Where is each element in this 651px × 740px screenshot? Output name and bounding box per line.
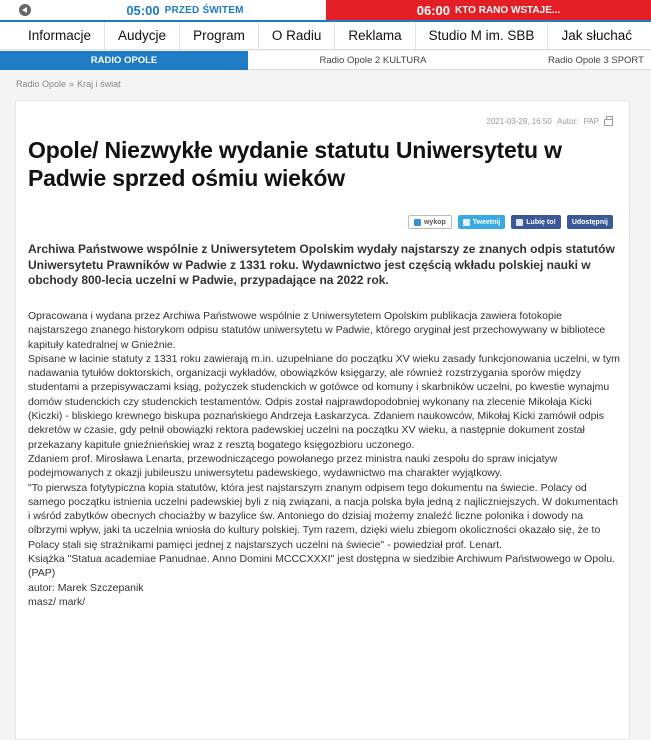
article-author: PAP bbox=[583, 117, 599, 126]
program-bar bbox=[0, 0, 651, 20]
program-next[interactable] bbox=[326, 0, 651, 20]
program-now[interactable] bbox=[44, 0, 326, 20]
like-button[interactable] bbox=[511, 215, 561, 229]
paragraph: Opracowana i wydana przez Archiwa Państwowe wspólnie z Uniwersytetem Opolskim publikacja zawiera fotokopie najstarszego znanego historykom odpisu statutów uniwersytetu w Padwie, którego oryginał jest przechowywany w bibliotece kapituły katedralnej w Gnieźnie. bbox=[28, 310, 606, 351]
wykop-icon bbox=[414, 219, 421, 226]
like-label: Lubię to! bbox=[526, 218, 556, 226]
main-nav bbox=[0, 22, 651, 50]
facebook-like-icon bbox=[516, 219, 523, 226]
share-button[interactable] bbox=[567, 215, 613, 229]
nav-audycje[interactable]: Audycje bbox=[105, 22, 180, 50]
tweet-button[interactable] bbox=[458, 215, 505, 229]
program-next-title: KTO RANO WSTAJE... bbox=[455, 4, 561, 16]
station-radio-opole[interactable]: RADIO OPOLE bbox=[0, 51, 248, 70]
arrow-left-icon[interactable] bbox=[19, 4, 31, 16]
article-title: Opole/ Niezwykłe wydanie statutu Uniwersytetu w Padwie sprzed ośmiu wieków bbox=[28, 137, 562, 191]
nav-jak-sluchac[interactable]: Jak słuchać bbox=[561, 28, 632, 43]
wykop-label: wykop bbox=[423, 218, 446, 226]
station-radio-opole-2[interactable]: Radio Opole 2 KULTURA bbox=[319, 55, 427, 66]
nav-o-radiu[interactable]: O Radiu bbox=[259, 22, 336, 50]
print-icon[interactable] bbox=[604, 119, 613, 126]
share-buttons bbox=[408, 215, 613, 229]
twitter-icon bbox=[463, 219, 470, 226]
tweet-label: Tweetnij bbox=[472, 218, 501, 226]
nav-informacje[interactable]: Informacje bbox=[0, 22, 105, 50]
article-meta bbox=[483, 117, 599, 126]
paragraph: "To pierwsza fotytypiczna kopia statutów, która jest najstarszym znanym odpisem tego dokumentu na świecie. Polacy od samego początku istnienia uczelni padewskiej byli z nią związani, a nacja polska była jedną z najliczniejszych. W dokumentach i wśród zabytków obecnych chociażby w bazylice św. Antoniego do dzisiaj możemy znaleźć liczne polonika i dowody na olbrzymi wpływ, jaki ta uczelnia wniosła do kultury polskiej. Tym razem, dzięki wielu zbiegom okoliczności okazało się, że to Polacy stali się strażnikami pamięci jednej z najstarszych uczelni na świecie" - powiedział prof. Lenart. bbox=[28, 481, 619, 551]
breadcrumb-category[interactable]: Kraj i świat bbox=[77, 79, 121, 89]
program-now-title: PRZED ŚWITEM bbox=[164, 4, 244, 16]
share-label: Udostępnij bbox=[571, 218, 608, 226]
station-bar bbox=[0, 51, 651, 70]
article-signature: masz/ mark/ bbox=[28, 595, 86, 608]
wykop-button[interactable] bbox=[408, 215, 452, 229]
program-next-time: 06:00 bbox=[416, 2, 451, 18]
breadcrumb-separator: » bbox=[69, 79, 75, 89]
breadcrumb-home[interactable]: Radio Opole bbox=[16, 79, 67, 89]
nav-reklama[interactable]: Reklama bbox=[335, 22, 415, 50]
article-card bbox=[15, 100, 630, 740]
paragraph: Zdaniem prof. Mirosława Lenarta, przewodniczącego powołanego przez ministra nauki zespołu do spraw inicjatyw podejmowanych z okazji jubileuszu uniwersytetu padewskiego, wydawnictwo ma charakter wyjątkowy. bbox=[28, 452, 558, 480]
paragraph: Książka "Statua academiae Panudnae. Anno Domini MCCCXXXI" jest dostępna w siedzibie Archiwum Państwowego w Opolu.(PAP) bbox=[28, 553, 616, 580]
author-label: Autor: bbox=[557, 117, 579, 126]
nav-studio-m[interactable]: Studio M im. SBB bbox=[416, 22, 549, 50]
article-byline: autor: Marek Szczepanik bbox=[28, 581, 144, 594]
article-body bbox=[28, 309, 622, 609]
program-now-time: 05:00 bbox=[126, 2, 160, 18]
station-radio-opole-3[interactable]: Radio Opole 3 SPORT bbox=[548, 55, 644, 66]
article-lead: Archiwa Państwowe wspólnie z Uniwersytetem Opolskim wydały najstarszy ze znanych odpis statutów Uniwersytetu Prawników w Padwie z 1331 roku. Wydawnictwo jest częścią wkładu polskiej nauki w obchody 800-lecia uczelni w Padwie, przypadające na 2022 rok. bbox=[28, 242, 615, 287]
breadcrumb bbox=[16, 79, 121, 89]
article-date: 2021-03-28, 16:50 bbox=[486, 117, 552, 126]
paragraph: Spisane w łacinie statuty z 1331 roku zawierają m.in. uzupełniane do początku XV wieku zasady funkcjonowania uczelni, w tym nadawania tytułów doktorskich, organizacji wykładów, obowiązków księgarzy, ale również rozstrzygania sporów między studentami a przepisywaczami ksiąg, pożyczek studenckich w gotówce od komuny i skarbników uczelni, po kwestie wynajmu domów studenckich czy studenckich testamentów. Odpis został najprawdopodobniej wykonany na zlecenie Mikołaja Kicki (Kiczki) - bliskiego krewnego biskupa poznańskiego Andrzeja Łaskarzyca. Zdaniem naukowców, Mikołaj Kicki zamówił odpis dekretów w czasie, gdy pełnił obowiązki rektora padewskiej uczelni na początku XV wieku, a następnie dokument został przekazany kapitule gnieźnieńskiej wraz z resztą bogatego księgozbioru uczonego. bbox=[28, 352, 620, 451]
nav-program[interactable]: Program bbox=[180, 22, 259, 50]
